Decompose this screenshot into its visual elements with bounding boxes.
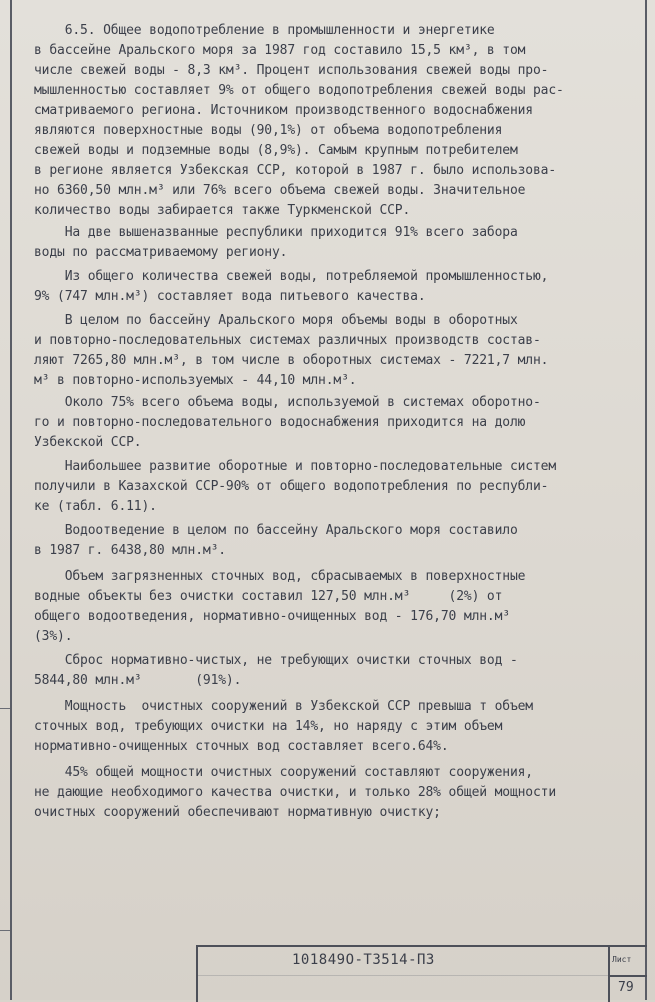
text-line: Узбекской ССР. (34, 435, 142, 450)
text-line: Объем загрязненных сточных вод, сбрасываемых в поверхностные (34, 569, 526, 584)
left-margin-tick (0, 708, 10, 709)
text-line: 45% общей мощности очистных сооружений составляют сооружения, (34, 765, 533, 780)
text-line: ке (табл. 6.11). (34, 499, 157, 514)
text-line: и повторно-последовательных системах различных производств состав- (34, 333, 541, 348)
text-line: Наибольшее развитие оборотные и повторно-последовательные систем (34, 459, 557, 474)
text-line: но 6360,50 млн.м³ или 76% всего объема свежей воды. Значительное (34, 183, 526, 198)
text-line: Водоотведение в целом по бассейну Аральского моря составило (34, 523, 518, 538)
text-line: в регионе является Узбекская ССР, которой в 1987 г. было использова- (34, 163, 557, 178)
text-line: 6.5. Общее водопотребление в промышленности и энергетике (34, 23, 495, 38)
text-line: свежей воды и подземные воды (8,9%). Самым крупным потребителем (34, 143, 518, 158)
text-line: Мощность очистных сооружений в Узбекской ССР превыша т объем (34, 699, 533, 714)
text-line: получили в Казахской ССР-90% от общего водопотребления по республи- (34, 479, 549, 494)
text-line: являются поверхностные воды (90,1%) от объема водопотребления (34, 123, 503, 138)
text-line: водные объекты без очистки составил 127,50 млн.м³ (2%) от (34, 589, 503, 604)
text-line: 5844,80 млн.м³ (91%). (34, 673, 242, 688)
text-line: ляют 7265,80 млн.м³, в том числе в оборотных системах - 7221,7 млн. (34, 353, 549, 368)
text-line: числе свежей воды - 8,3 км³. Процент использования свежей воды про- (34, 63, 549, 78)
title-block-divider (198, 975, 608, 976)
text-line: го и повторно-последовательного водоснабжения приходится на долю (34, 415, 526, 430)
sheet-cell-divider (608, 975, 647, 977)
text-line: м³ в повторно-используемых - 44,10 млн.м³. (34, 373, 357, 388)
text-line: В целом по бассейну Аральского моря объемы воды в оборотных (34, 313, 518, 328)
text-line: в бассейне Аральского моря за 1987 год составило 15,5 км³, в том (34, 43, 526, 58)
text-line: нормативно-очищенных сточных вод составляет всего.64%. (34, 739, 449, 754)
text-line: Из общего количества свежей воды, потребляемой промышленностью, (34, 269, 549, 284)
text-line: общего водоотведения, нормативно-очищенных вод - 176,70 млн.м³ (34, 609, 510, 624)
text-line: сматриваемого региона. Источником производственного водоснабжения (34, 103, 533, 118)
sheet-number: 79 (618, 980, 634, 995)
text-line: 9% (747 млн.м³) составляет вода питьевого качества. (34, 289, 426, 304)
title-block (196, 945, 647, 1002)
text-line: (3%). (34, 629, 73, 644)
document-code: 101849О-Т3514-П3 (292, 952, 435, 968)
left-frame-line (10, 0, 12, 1000)
text-line: Сброс нормативно-чистых, не требующих очистки сточных вод - (34, 653, 518, 668)
text-line: количество воды забирается также Туркменской ССР. (34, 203, 411, 218)
text-line: в 1987 г. 6438,80 млн.м³. (34, 543, 226, 558)
text-line: воды по рассматриваемому региону. (34, 245, 288, 260)
text-line: мышленностью составляет 9% от общего водопотребления свежей воды рас- (34, 83, 564, 98)
text-line: Около 75% всего объема воды, используемой в системах оборотно- (34, 395, 541, 410)
left-margin-tick (0, 930, 10, 931)
text-line: На две вышеназванные республики приходится 91% всего забора (34, 225, 518, 240)
text-line: не дающие необходимого качества очистки, и только 28% общей мощности (34, 785, 557, 800)
text-line: сточных вод, требующих очистки на 14%, но наряду с этим объем (34, 719, 503, 734)
sheet-label: Лист (612, 955, 632, 964)
right-frame-line (645, 0, 647, 1000)
text-line: очистных сооружений обеспечивают нормативную очистку; (34, 805, 441, 820)
